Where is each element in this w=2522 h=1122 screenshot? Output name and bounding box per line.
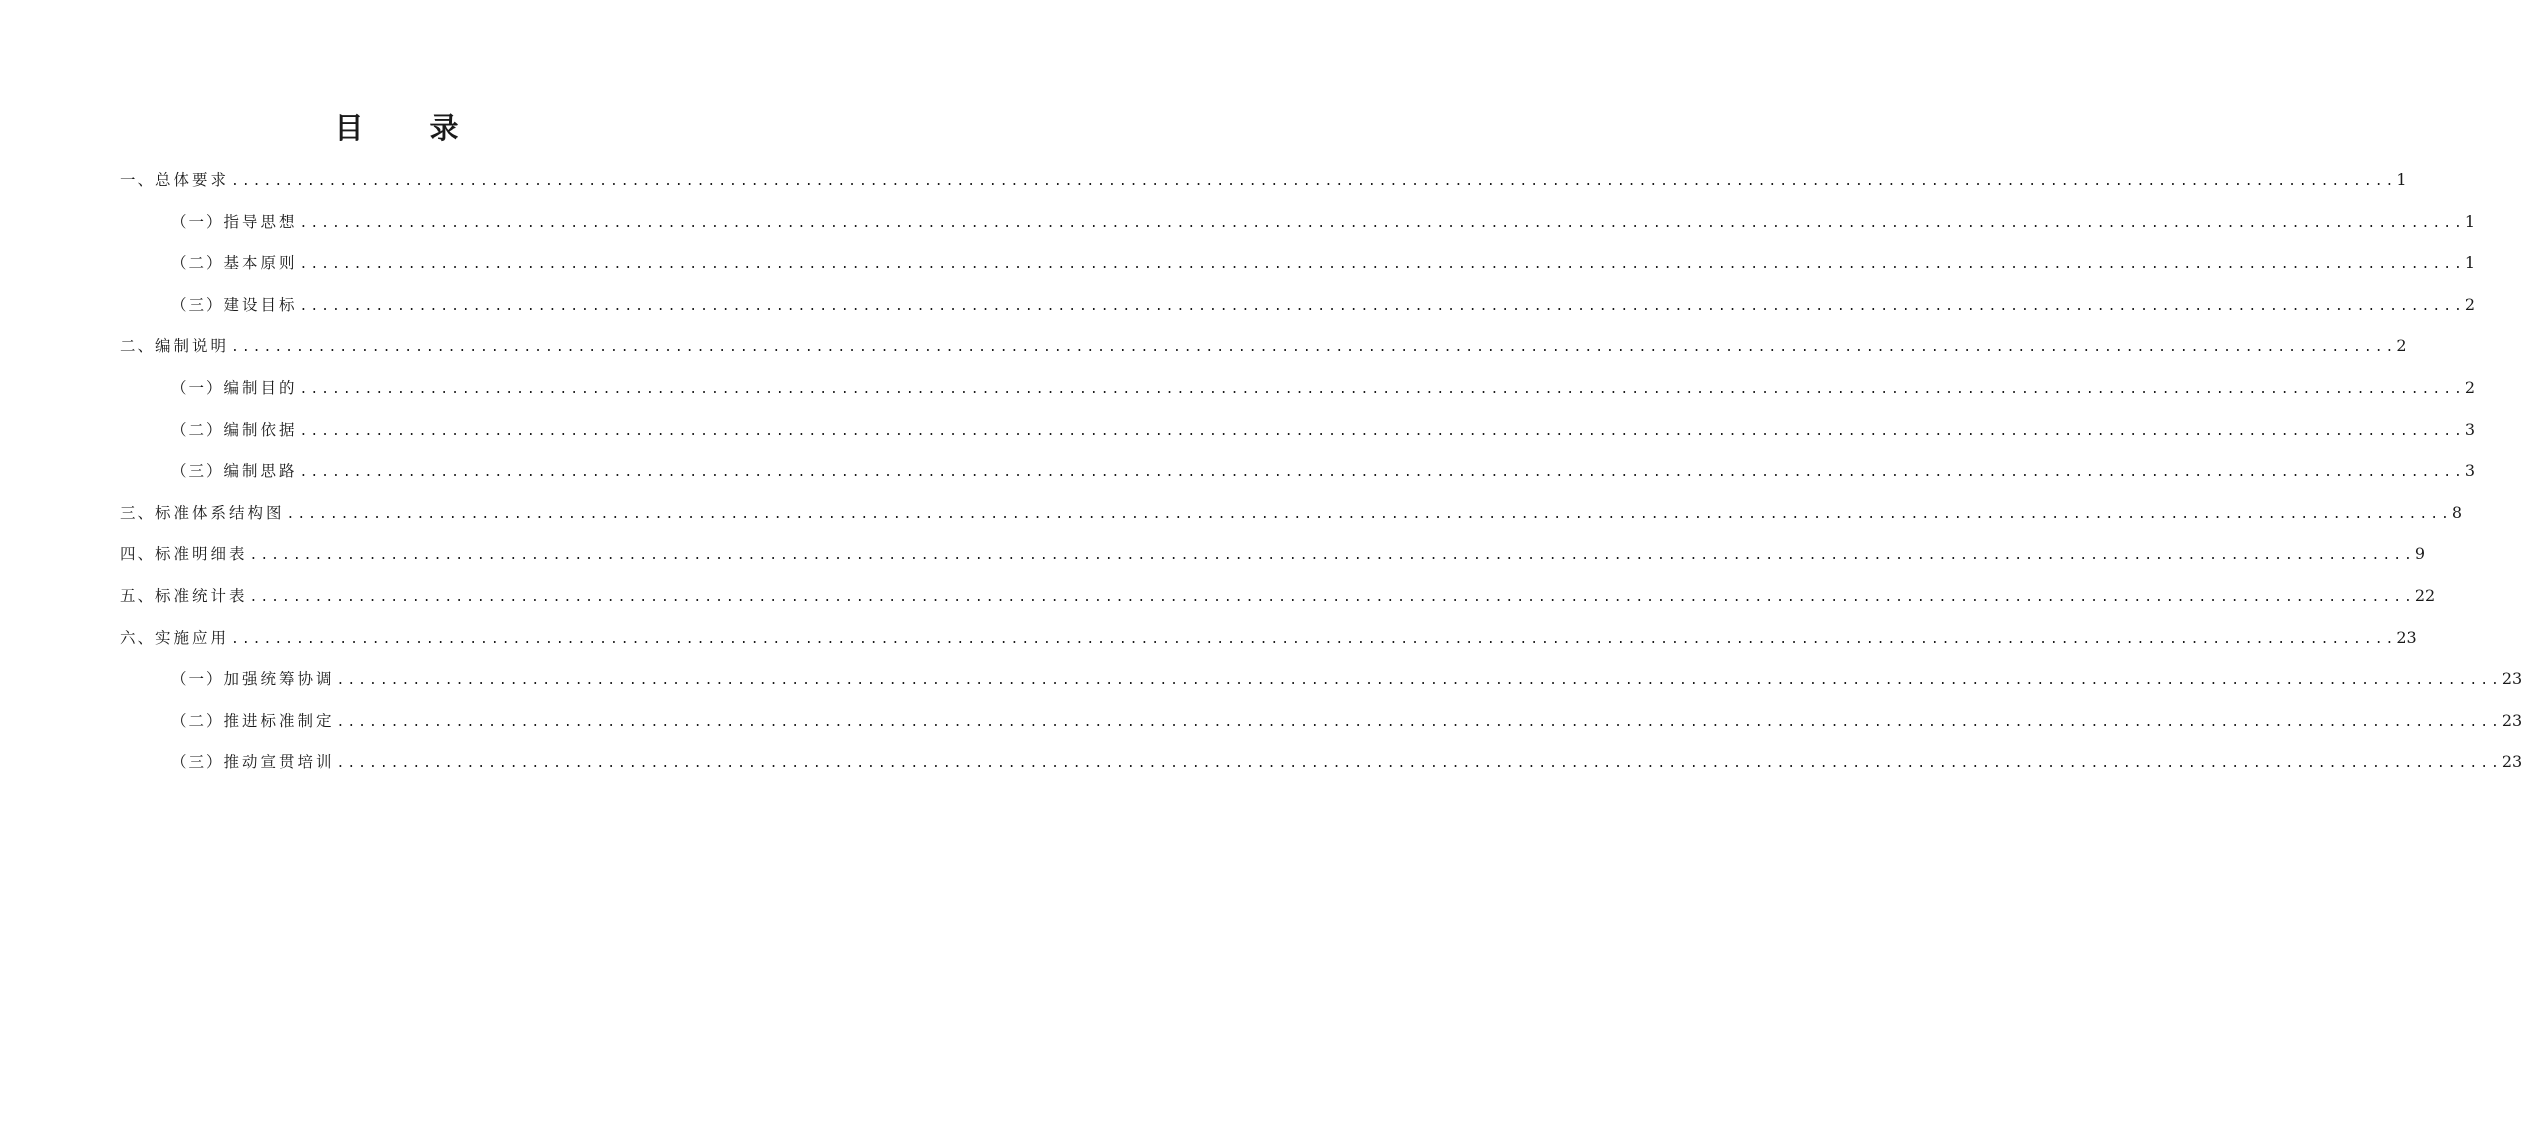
toc-entry-label: 建设目标 (223, 295, 298, 314)
toc-entry-label: 推动宣贯培训 (223, 753, 335, 772)
toc-entry-number: （三） (171, 462, 224, 481)
dot-leader: ........................................................................................................................................................................................................ (299, 257, 2465, 273)
dot-leader: ........................................................................................................................................................................................................ (336, 673, 2502, 689)
toc-entry-number: 二、 (120, 337, 156, 356)
dot-leader: ........................................................................................................................................................................................................ (299, 298, 2465, 314)
toc-entry-label: 基本原则 (223, 254, 298, 273)
toc-entry-page-number: 1 (2396, 170, 2407, 189)
toc-entry-number: （一） (171, 670, 224, 689)
toc-entry-number: （二） (171, 254, 224, 273)
toc-entry[interactable] (171, 709, 2522, 733)
toc-entry[interactable] (120, 168, 2407, 192)
toc-entry[interactable] (120, 501, 2463, 525)
toc-entry-number: （一） (171, 379, 224, 397)
toc-entry-page-number: 1 (2464, 211, 2476, 231)
toc-entry-page-number: 2 (2396, 336, 2407, 356)
toc-entry[interactable] (171, 418, 2476, 442)
toc-entry[interactable] (120, 542, 2426, 566)
toc-entry-number: 四、 (120, 545, 156, 564)
toc-entry-label: 编制说明 (155, 337, 230, 356)
dot-leader: ........................................................................................................................................................................................................ (231, 174, 2397, 189)
toc-entry-page-number: 3 (2464, 461, 2476, 481)
page-title: 目 录 (334, 111, 487, 145)
dot-leader: ........................................................................................................................................................................................................ (299, 465, 2465, 481)
dot-leader: ........................................................................................................................................................................................................ (249, 548, 2415, 564)
dot-leader: ........................................................................................................................................................................................................ (231, 340, 2397, 356)
toc-entry-page-number: 2 (2464, 378, 2476, 397)
toc-entry-page-number: 23 (2501, 710, 2522, 730)
toc-entry-label: 标准体系结构图 (155, 503, 285, 522)
toc-entry-page-number: 22 (2414, 586, 2436, 605)
toc-entry-label: 指导思想 (223, 212, 298, 231)
dot-leader: ........................................................................................................................................................................................................ (336, 756, 2502, 772)
toc-entry-page-number: 8 (2451, 502, 2463, 522)
toc-entry-number: 六、 (120, 628, 156, 647)
toc-entry-number: （三） (171, 753, 224, 772)
toc-entry-number: （一） (171, 212, 224, 231)
toc-entry[interactable] (171, 750, 2522, 774)
toc-entry-number: 一、 (120, 171, 156, 189)
toc-entry-page-number: 23 (2501, 752, 2522, 772)
toc-entry-label: 标准统计表 (155, 587, 248, 605)
toc-entry-page-number: 3 (2464, 419, 2476, 439)
dot-leader: ........................................................................................................................................................................................................ (249, 590, 2415, 605)
dot-leader: ........................................................................................................................................................................................................ (231, 631, 2397, 647)
toc-entry-label: 推进标准制定 (223, 711, 335, 730)
toc-entry-label: 编制依据 (223, 420, 298, 439)
dot-leader: ........................................................................................................................................................................................................ (286, 506, 2452, 522)
toc-entry-label: 编制思路 (223, 462, 298, 481)
toc-entry[interactable] (120, 334, 2407, 358)
toc-entry[interactable] (171, 293, 2476, 317)
toc-entry-number: 五、 (120, 587, 156, 605)
toc-entry-number: 三、 (120, 503, 156, 522)
toc-entry[interactable] (171, 667, 2522, 691)
toc-entry[interactable] (171, 210, 2476, 234)
toc-entry-page-number: 23 (2396, 627, 2417, 647)
toc-entry[interactable] (120, 626, 2417, 650)
toc-entry-label: 标准明细表 (155, 545, 248, 564)
toc-entry-page-number: 9 (2414, 544, 2426, 564)
toc-entry-number: （三） (171, 295, 224, 314)
toc-entry-page-number: 2 (2464, 294, 2476, 314)
toc-entry-label: 总体要求 (155, 171, 230, 189)
toc-entry[interactable] (171, 251, 2476, 275)
toc-entry-number: （二） (171, 420, 224, 439)
toc-entry[interactable] (120, 584, 2436, 608)
toc-entry-page-number: 1 (2464, 253, 2476, 273)
toc-entry-label: 加强统筹协调 (223, 670, 335, 689)
dot-leader: ........................................................................................................................................................................................................ (299, 382, 2465, 397)
toc-entry-label: 实施应用 (155, 628, 230, 647)
dot-leader: ........................................................................................................................................................................................................ (336, 714, 2502, 730)
dot-leader: ........................................................................................................................................................................................................ (299, 423, 2465, 439)
toc-entry-number: （二） (171, 711, 224, 730)
dot-leader: ........................................................................................................................................................................................................ (299, 215, 2465, 231)
toc-entry[interactable] (171, 459, 2476, 483)
toc-entry-page-number: 23 (2501, 669, 2522, 689)
toc-entry[interactable] (171, 376, 2476, 400)
toc-entry-label: 编制目的 (223, 379, 298, 397)
